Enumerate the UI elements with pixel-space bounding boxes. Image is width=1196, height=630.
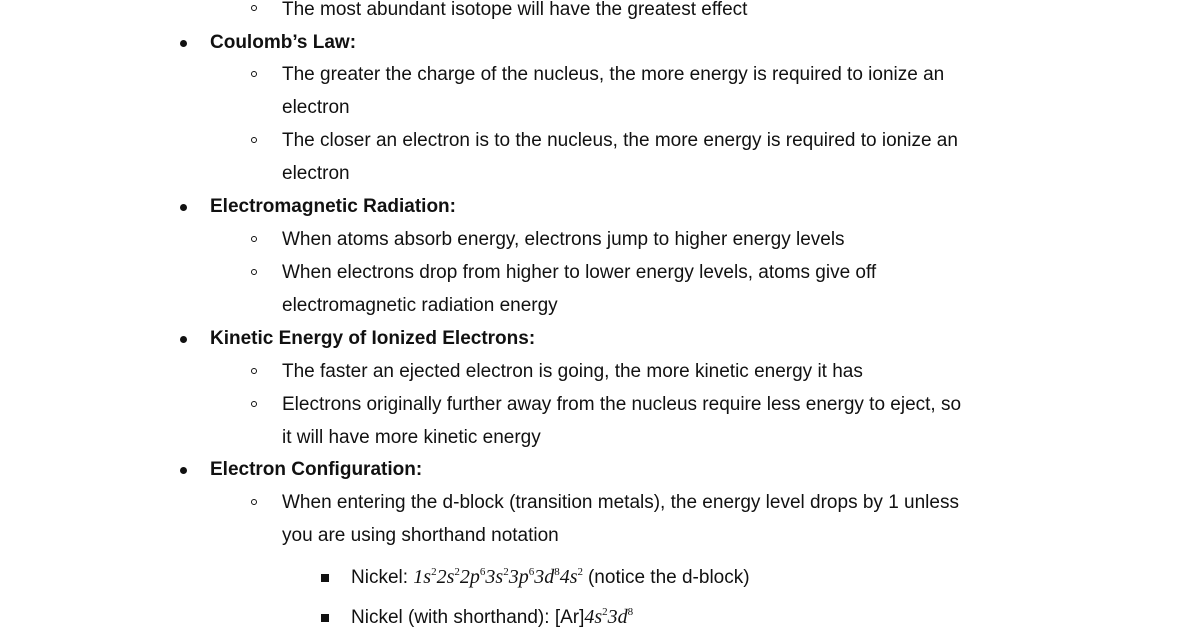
nickel-shorthand-line <box>351 605 633 630</box>
sub-bullet-icon <box>251 137 257 143</box>
bullet-icon <box>180 467 187 474</box>
nickel-shorthand-configuration <box>584 606 633 628</box>
orbital: $3d^8$ <box>607 606 634 628</box>
sub-bullet-icon <box>251 236 257 242</box>
sub-bullet-icon <box>251 368 257 374</box>
list-item-text: The faster an ejected electron is going, the more kinetic energy it has <box>282 361 863 382</box>
list-item-text-continued: you are using shorthand notation <box>282 525 559 546</box>
orbital: $3s^2$ <box>485 566 509 588</box>
orbital: $3p^6$ <box>508 566 535 588</box>
nickel-shorthand-label: Nickel (with shorthand): <box>351 607 550 628</box>
sub-bullet-icon <box>251 269 257 275</box>
square-bullet-icon <box>321 614 329 622</box>
section-heading: Coulomb’s Law: <box>210 32 357 53</box>
list-item-text-continued: electromagnetic radiation energy <box>282 295 558 316</box>
orbital: $3d^8$ <box>534 566 560 588</box>
nickel-electron-configuration <box>413 566 588 588</box>
sub-bullet-icon <box>251 5 257 11</box>
sub-bullet-icon <box>251 499 257 505</box>
list-item-text: The closer an electron is to the nucleus, the more energy is required to ionize an <box>282 130 958 151</box>
noble-gas-prefix: [Ar] <box>554 607 585 628</box>
orbital: $4s^2$ <box>559 566 583 588</box>
bullet-icon <box>180 336 187 343</box>
sub-bullet-icon <box>251 401 257 407</box>
orbital: $1s^2$ <box>413 566 437 588</box>
nickel-config-line <box>351 565 750 590</box>
orbital: $2s^2$ <box>436 566 460 588</box>
list-item-text-continued: electron <box>282 97 350 118</box>
bullet-icon <box>180 204 187 211</box>
list-item-text: When electrons drop from higher to lower energy levels, atoms give off <box>282 262 877 283</box>
list-item-text: The greater the charge of the nucleus, the more energy is required to ionize an <box>282 64 945 85</box>
sub-bullet-icon <box>251 71 257 77</box>
list-item-text: Electrons originally further away from the nucleus require less energy to eject, so <box>282 394 962 415</box>
section-heading: Kinetic Energy of Ionized Electrons: <box>210 328 536 349</box>
bullet-icon <box>180 40 187 47</box>
orbital: $4s^2$ <box>584 606 608 628</box>
nickel-label: Nickel: <box>351 567 409 588</box>
list-item-text-continued: it will have more kinetic energy <box>282 427 541 448</box>
list-item-text: When entering the d-block (transition metals), the energy level drops by 1 unless <box>282 492 959 513</box>
nickel-note: (notice the d-block) <box>587 567 750 588</box>
list-item-text: The most abundant isotope will have the greatest effect <box>282 0 748 20</box>
list-item-text-continued: electron <box>282 163 350 184</box>
section-heading: Electromagnetic Radiation: <box>210 196 456 217</box>
orbital: $2p^6$ <box>459 566 486 588</box>
square-bullet-icon <box>321 574 329 582</box>
section-heading: Electron Configuration: <box>210 459 423 480</box>
list-item-text: When atoms absorb energy, electrons jump to higher energy levels <box>282 229 845 250</box>
